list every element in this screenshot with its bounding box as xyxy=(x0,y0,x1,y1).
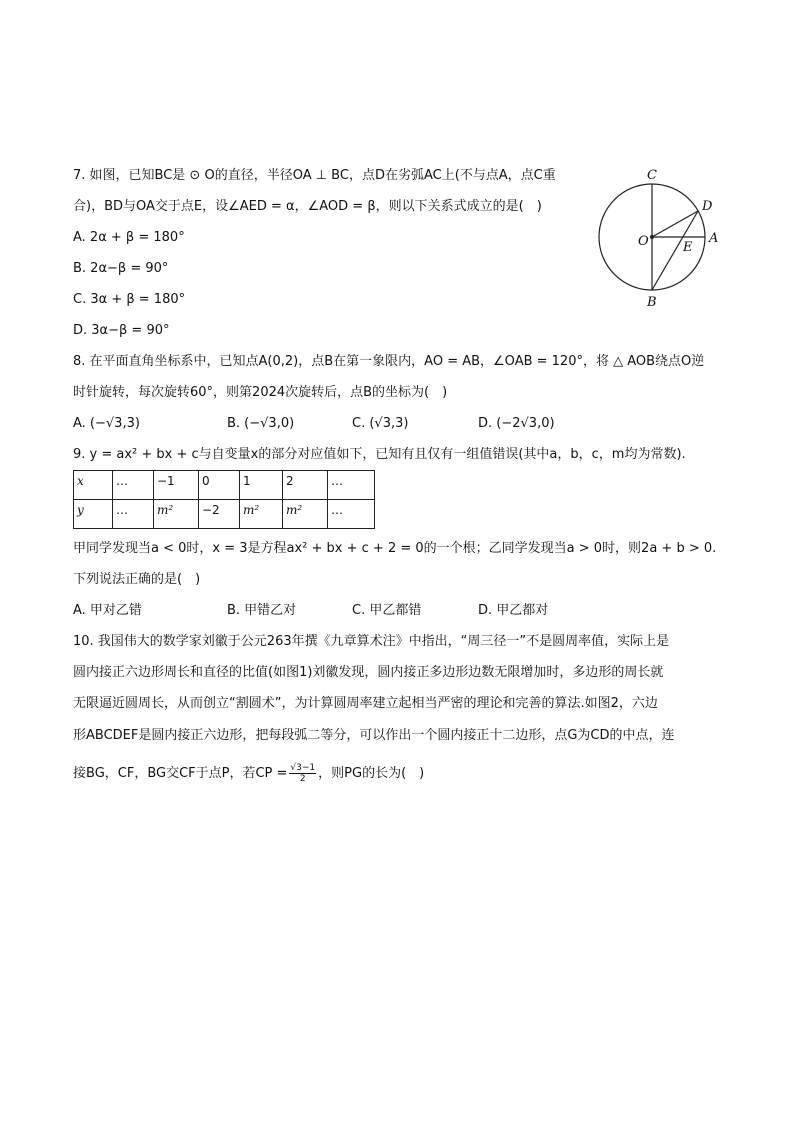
table-cell: −1 xyxy=(154,471,199,500)
q10-stem-line5 xyxy=(73,763,424,784)
table-cell: 1 xyxy=(240,471,283,500)
q9-stem-line2: 甲同学发现当a < 0时，x = 3是方程ax² + bx + c + 2 = 0的一个根；乙同学发现当a > 0时，则2a + b > 0. xyxy=(73,541,717,556)
q7-option-a: A. 2α + β = 180° xyxy=(73,230,185,245)
table-row-x xyxy=(74,471,375,500)
label-c: C xyxy=(647,168,657,183)
label-e: E xyxy=(683,240,693,255)
q9-option-b: B. 甲错乙对 xyxy=(227,603,297,618)
q8-stem-line2: 时针旋转，每次旋转60°，则第2024次旋转后，点B的坐标为( ) xyxy=(73,385,448,400)
q10-stem-line1: 10. 我国伟大的数学家刘徽于公元263年撰《九章算术注》中指出，“周三径一”不是圆周率值，实际上是 xyxy=(73,634,670,649)
q10-stem-line3: 无限逼近圆周长，从而创立“割圆术”，为计算圆周率建立起相当严密的理论和完善的算法.如图2，六边 xyxy=(73,696,658,711)
q9-option-d: D. 甲乙都对 xyxy=(478,603,549,618)
table-cell: 2 xyxy=(283,471,328,500)
q9-stem-line1: 9. y = ax² + bx + c与自变量x的部分对应值如下，已知有且仅有一组值错误(其中a，b，c，m均为常数). xyxy=(73,447,686,462)
q10-stem-line2: 圆内接正六边形周长和直径的比值(如图1)刘徽发现，圆内接正多边形边数无限增加时，多边形的周长就 xyxy=(73,665,664,680)
table-cell: … xyxy=(328,471,375,500)
q10-line5-prefix: 接BG，CF，BG交CF于点P，若CP = xyxy=(73,765,288,781)
table-cell: m² xyxy=(240,500,283,529)
q7-stem-line2: 合)，BD与OA交于点E，设∠AED = α，∠AOD = β，则以下关系式成立的是( ) xyxy=(73,199,542,214)
q9-value-table xyxy=(73,470,375,529)
table-cell: m² xyxy=(283,500,328,529)
q7-option-c: C. 3α + β = 180° xyxy=(73,292,186,307)
table-cell: m² xyxy=(154,500,199,529)
q7-circle-figure xyxy=(590,160,730,310)
table-cell: … xyxy=(328,500,375,529)
q9-stem-line3: 下列说法正确的是( ) xyxy=(73,572,201,587)
q8-option-d: D. (−2√3,0) xyxy=(478,416,555,431)
center-point xyxy=(650,235,654,239)
table-cell: x xyxy=(74,471,113,500)
label-o: O xyxy=(638,234,649,249)
label-a: A xyxy=(709,231,719,246)
label-b: B xyxy=(647,295,657,310)
q8-option-a: A. (−√3,3) xyxy=(73,416,140,431)
q8-stem-line1: 8. 在平面直角坐标系中，已知点A(0,2)，点B在第一象限内，AO = AB，∠OAB = 120°，将 △ AOB绕点O逆 xyxy=(73,354,705,369)
table-cell: y xyxy=(74,500,113,529)
q8-option-b: B. (−√3,0) xyxy=(227,416,295,431)
q10-stem-line4: 形ABCDEF是圆内接正六边形，把每段弧二等分，可以作出一个圆内接正十二边形，点G为CD的中点，连 xyxy=(73,728,675,743)
q10-line5-suffix: ，则PG的长为( ) xyxy=(318,765,425,781)
q8-option-c: C. (√3,3) xyxy=(352,416,409,431)
label-d: D xyxy=(702,199,713,214)
q9-option-c: C. 甲乙都错 xyxy=(352,603,422,618)
fraction xyxy=(289,763,316,784)
q9-option-a: A. 甲对乙错 xyxy=(73,603,142,618)
q7-option-d: D. 3α−β = 90° xyxy=(73,323,170,338)
table-cell: 0 xyxy=(199,471,240,500)
q7-stem-line1: 7. 如图，已知BC是 ⊙ O的直径，半径OA ⊥ BC，点D在劣弧AC上(不与点A，点C重 xyxy=(73,168,556,183)
table-row-y xyxy=(74,500,375,529)
table-cell: … xyxy=(113,471,154,500)
table-cell: … xyxy=(113,500,154,529)
fraction-denominator: 2 xyxy=(299,774,306,784)
fraction-numerator: √3−1 xyxy=(290,763,316,773)
q7-option-b: B. 2α−β = 90° xyxy=(73,261,169,276)
table-cell: −2 xyxy=(199,500,240,529)
